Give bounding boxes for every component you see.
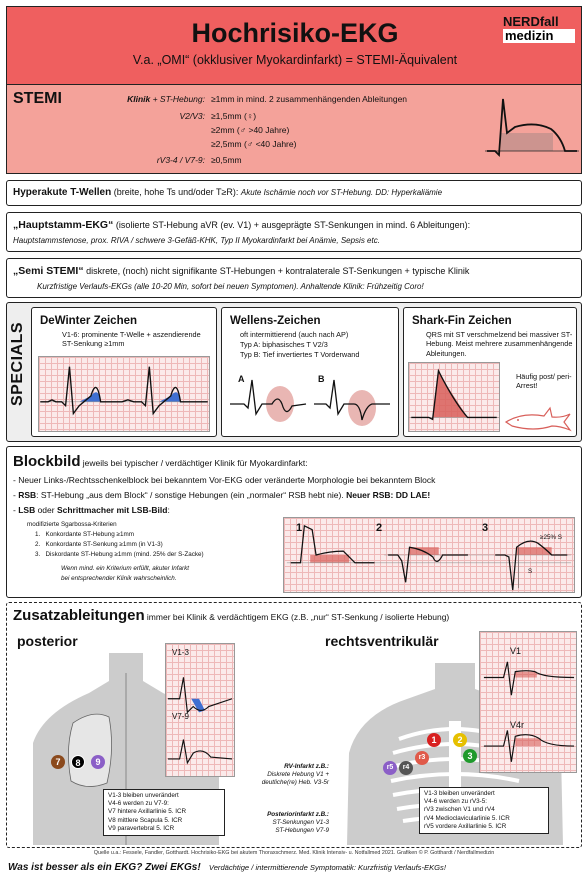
hyperakut-italic: Akute Ischämie noch vor ST-Hebung. DD: Hyperkaliämie <box>240 188 443 197</box>
blockbild-bullet1: - Neuer Links-/Rechtsschenkelblock bei bekanntem Vor-EKG oder veränderte Morphologie bei bekanntem Block <box>13 475 436 485</box>
blockbild-bullet1-text: Neuer Links-/Rechtsschenkelblock bei bekanntem Vor-EKG oder veränderte Morphologie bei bekanntem Block <box>18 475 436 485</box>
wellens-line1: oft intermittierend (auch nach AP) <box>240 330 349 339</box>
marker-v9: 9 <box>91 755 105 769</box>
sgarbossa-ecg <box>283 517 575 593</box>
wellens-line3: Typ B: Tief invertiertes T Vorderwand <box>240 350 360 359</box>
rsb-text: : ST-Hebung „aus dem Block“ / sonstige Hebungen (ein „normaler“ RSB hebt nie). <box>36 490 344 500</box>
blockbild-box <box>6 446 582 598</box>
hyperakut-box <box>6 180 582 206</box>
rsb-dd: Neuer RSB: DD LAE! <box>346 490 431 500</box>
footer-question: Was ist besser als ein EKG? Zwei EKGs! <box>8 862 201 873</box>
lead-v4r: V4r <box>510 720 525 730</box>
wellens-ecg <box>228 374 396 432</box>
dewinter-ecg <box>38 356 210 432</box>
source-line: Quelle u.a.: Fessele, Fandler, Gotthardt. Hochrisiko-EKG bei akutem Thoraxschmerz. Med. Klinik Intensiv- u. Notfallmed 2021. Grafiken © P. Gotthardt / Nerdfallmedizin <box>93 850 495 856</box>
posterior-title: posterior <box>17 633 78 649</box>
zusatz-title: Zusatzableitungen <box>13 607 145 624</box>
sharkfin-text: QRS mit ST verschmelzend bei massiver ST-Hebung. Meist mehrere zusammenhängende Ableitungen. <box>426 330 573 358</box>
header-banner <box>6 6 582 86</box>
posterior-notes: V1-3 bleiben unverändert V4-6 werden zu V7-9: V7 hintere Axillarlinie 5. ICR V8 mittlere Scapula 5. ICR V9 paravertebral 5. ICR <box>103 789 225 836</box>
marker-r3: r3 <box>415 751 429 765</box>
posterior-ecg <box>165 643 235 777</box>
marker-v3: 3 <box>463 749 477 763</box>
ecg-label-1: 1 <box>296 522 303 534</box>
s-label: S <box>528 568 533 575</box>
wellens-label-a: A <box>238 374 245 384</box>
blockbild-bullet3: - LSB oder Schrittmacher mit LSB-Bild: <box>13 505 170 515</box>
marker-r4: r4 <box>399 761 413 775</box>
lsb-or: oder <box>35 505 57 515</box>
hauptstamm-box <box>6 212 582 252</box>
criterion-3: 3. Diskordante ST-Hebung ≥1mm (mind. 25% der S-Zacke) <box>35 551 204 558</box>
semi-text: diskrete, (noch) nicht signifikante ST-Hebungen + kontralaterale ST-Senkungen + typische Klinik <box>86 266 470 276</box>
sharkfin-note: Häufig post/ peri-Arrest! <box>516 372 572 391</box>
semi-italic: Kurzfristige Verlaufs-EKGs (alle 10-20 Min, sofort bei neuen Symptomen). Anhaltende Klinik: Frühzeitig Coro! <box>37 282 424 291</box>
blockbild-bullet2: - RSB: ST-Hebung „aus dem Block“ / sonstige Hebungen (ein „normaler“ RSB hebt nie). Neuer RSB: DD LAE! <box>13 490 431 500</box>
marker-v1: 1 <box>427 733 441 747</box>
lsb-label: LSB <box>18 505 36 515</box>
stemi-value-2: ≥2mm (♂ >40 Jahre) <box>211 125 290 135</box>
stemi-label-4: rV3-4 / V7-9: <box>156 155 205 165</box>
hauptstamm-text: (isolierte ST-Hebung aVR (ev. V1) + ausgeprägte ST-Senkungen in mind. 6 Ableitungen): <box>115 220 471 230</box>
marker-v7: 7 <box>51 755 65 769</box>
post-infarkt-note: Posteriorinfarkt z.B.: ST-Senkungen V1-3 ST-Hebungen V7-9 <box>267 811 329 835</box>
rv-notes: V1-3 bleiben unverändert V4-6 werden zu rV3-5: rV3 zwischen V1 und rV4 rV4 Medioclavicularlinie 5. ICR rV5 vordere Axillarlinie 5. ICR <box>419 787 549 834</box>
logo-line2: medizin <box>503 29 575 43</box>
blockbild-intro: jeweils bei typischer / verdächtiger Klinik für Myokardinfarkt: <box>82 458 308 468</box>
lsb-sm: Schrittmacher mit LSB-Bild <box>56 505 168 515</box>
rv-ecg <box>479 631 577 773</box>
footer-note: Verdächtige / intermittierende Symptomatik: Kurzfristig Verlaufs-EKGs! <box>208 863 446 872</box>
ecg-label-3: 3 <box>482 522 489 534</box>
criterion-2: 2. Konkordante ST-Senkung ≥1mm (in V1-3) <box>35 541 163 548</box>
stemi-value-4: ≥0,5mm <box>211 155 242 165</box>
logo-line1: NERDfall <box>503 14 559 29</box>
ecg-label-2: 2 <box>376 522 383 534</box>
zusatz-subtitle: immer bei Klinik & verdächtigem EKG (z.B. „nur“ ST-Senkung / isolierte Hebung) <box>146 612 450 622</box>
hyperakut-text: (breite, hohe Ts und/oder T≥R): <box>113 187 239 197</box>
lead-v1: V1 <box>510 646 522 656</box>
stemi-label-1: V2/V3: <box>179 111 205 121</box>
specials-label: SPECIALS <box>9 321 26 406</box>
wellens-title: Wellens-Zeichen <box>230 315 321 327</box>
dewinter-title: DeWinter Zeichen <box>40 315 138 327</box>
pct-label: ≥25% S <box>540 534 563 541</box>
shark-icon <box>504 406 572 434</box>
marker-v8: 8 <box>71 755 85 769</box>
wellens-label-b: B <box>318 374 325 384</box>
hyperakut-title: Hyperakute T-Wellen <box>13 187 112 198</box>
criterion-1: 1. Konkordante ST-Hebung ≥1mm <box>35 531 135 538</box>
page-title: Hochrisiko-EKG <box>191 18 399 48</box>
stemi-value-3: ≥2,5mm (♂ <40 Jahre) <box>211 139 297 149</box>
rv-title: rechtsventrikulär <box>325 633 439 649</box>
rv-infarkt-note: RV-Infarkt z.B.: Diskrete Hebung V1 + deutliche(re) Heb. V3-5r <box>261 763 329 787</box>
stemi-value-1: ≥1,5mm (♀) <box>211 111 257 121</box>
blockbild-title: Blockbild <box>13 453 81 470</box>
lead-v1-3: V1-3 <box>172 648 189 657</box>
wellens-card <box>221 307 399 437</box>
dewinter-text: V1-6: prominente T-Welle + aszendierende ST-Senkung ≥1mm <box>62 330 201 349</box>
footer <box>8 862 446 875</box>
sgarbossa-note1: Wenn mind. ein Kriterium erfüllt, akuter Infarkt <box>61 565 189 572</box>
hauptstamm-italic: Hauptstammstenose, prox. RIVA / schwere 3-Gefäß-KHK, Typ II Myokardinfarkt bei Anämie, Sepsis etc. <box>13 236 380 245</box>
marker-v2: 2 <box>453 733 467 747</box>
hauptstamm-title: „Hauptstamm-EKG“ <box>13 219 114 231</box>
lead-v7-9: V7-9 <box>172 712 189 721</box>
sharkfin-card <box>403 307 577 437</box>
sharkfin-title: Shark-Fin Zeichen <box>412 315 512 327</box>
rsb-label: RSB <box>18 490 37 500</box>
dewinter-card <box>31 307 217 437</box>
semi-box <box>6 258 582 298</box>
stemi-ecg-icon <box>485 93 579 169</box>
wellens-line2: Typ A: biphasisches T V2/3 <box>240 340 328 349</box>
sgarbossa-note2: bei entsprechender Klinik wahrscheinlich. <box>61 575 177 582</box>
page-subtitle: V.a. „OMI“ (okklusiver Myokardinfarkt) = STEMI-Äquivalent <box>132 53 458 67</box>
specials-section <box>6 302 582 442</box>
stemi-title: STEMI <box>13 90 62 107</box>
zusatz-box <box>6 602 582 848</box>
semi-title: „Semi STEMI“ <box>13 265 84 277</box>
stemi-value-0: ≥1mm in mind. 2 zusammenhängenden Ableitungen <box>211 94 408 104</box>
marker-r5: r5 <box>383 761 397 775</box>
stemi-label-0: Klinik + ST-Hebung: <box>127 94 205 104</box>
logo <box>503 15 575 43</box>
sharkfin-ecg <box>408 362 500 432</box>
sgarbossa-title: modifizierte Sgarbossa-Kriterien <box>27 521 117 528</box>
stemi-section <box>6 84 582 174</box>
